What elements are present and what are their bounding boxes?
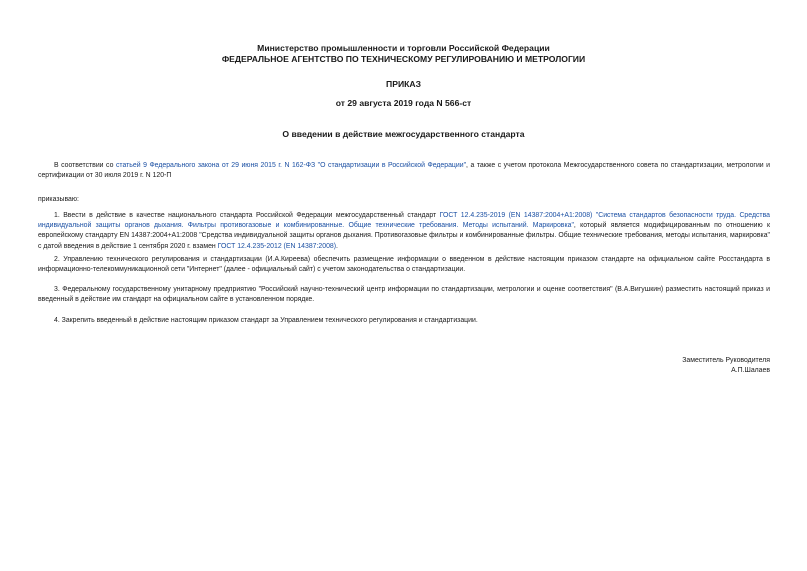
order-word: приказываю: (38, 196, 79, 203)
signer-position: Заместитель Руководителя (682, 357, 770, 364)
signature-block (682, 356, 770, 376)
document-header (0, 43, 807, 65)
signer-name: А.П.Шалаев (731, 367, 770, 374)
agency-name: ФЕДЕРАЛЬНОЕ АГЕНТСТВО ПО ТЕХНИЧЕСКОМУ РЕГУЛИРОВАНИЮ И МЕТРОЛОГИИ (221, 54, 586, 64)
ministry-name: Министерство промышленности и торговли Российской Федерации (257, 43, 550, 53)
item-1-text-2: , который является модифицированным по отношению к европейскому стандарту EN 14387:2004+A1:2008 "Средства индивидуальной защиты органов дыхания. Противогазовые фильтры и комбинированные фильтры. Общие технические требования, методы испытания, маркировка" с датой введения в действие 1 сентября 2020 г. взамен (38, 222, 770, 250)
item-2-paragraph: 2. Управлению технического регулирования и стандартизации (И.А.Киреева) обеспечить размещение информации о введенном в действие настоящим приказом стандарте на официальном сайте Росстандарта в информационно-телекоммуникационной сети "Интернет" (далее - официальный сайт) с учетом законодательства о стандартизации. (38, 256, 770, 274)
intro-text-2: , а также с учетом протокола Межгосударственного совета по стандартизации, метрологии и сертификации от 30 июля 2019 г. N 120-П (38, 162, 771, 180)
law-link[interactable]: статьей 9 Федерального закона от 29 июня 2015 г. N 162-ФЗ "О стандартизации в Российской Федерации" (115, 162, 467, 169)
item-1-text-3: . (336, 242, 338, 250)
item-1-text-1: 1. Ввести в действие в качестве национального стандарта Российской Федерации межгосударственный стандарт (54, 212, 440, 219)
item-3-paragraph: 3. Федеральному государственному унитарному предприятию "Российский научно-технический центр информации по стандартизации, метрологии и оценке соответствия" (В.А.Вигушкин) разместить настоящий приказ и введенный в действие им стандарт на официальном сайте в установленном порядке. (38, 286, 770, 304)
document-title: О введении в действие межгосударственного стандарта (282, 129, 525, 139)
item-1-paragraph (38, 211, 770, 252)
document-date-number: от 29 августа 2019 года N 566-ст (335, 98, 472, 108)
intro-paragraph (38, 161, 770, 181)
intro-text-1: В соответствии со (54, 162, 116, 169)
document-type: ПРИКАЗ (386, 79, 421, 89)
item-4-paragraph: 4. Закрепить введенный в действие настоящим приказом стандарт за Управлением технического регулирования и стандартизации. (54, 317, 478, 324)
standard-link[interactable]: ГОСТ 12.4.235-2019 (EN 14387:2004+A1:2008) "Система стандартов безопасности труда. Средства индивидуальной защиты органов дыхания. Фильтры противогазовые и комбинированные. Общие технические требования. Методы испытаний. Маркировка" (38, 212, 770, 230)
replaced-standard-link[interactable]: ГОСТ 12.4.235-2012 (EN 14387:2008) (217, 242, 337, 250)
